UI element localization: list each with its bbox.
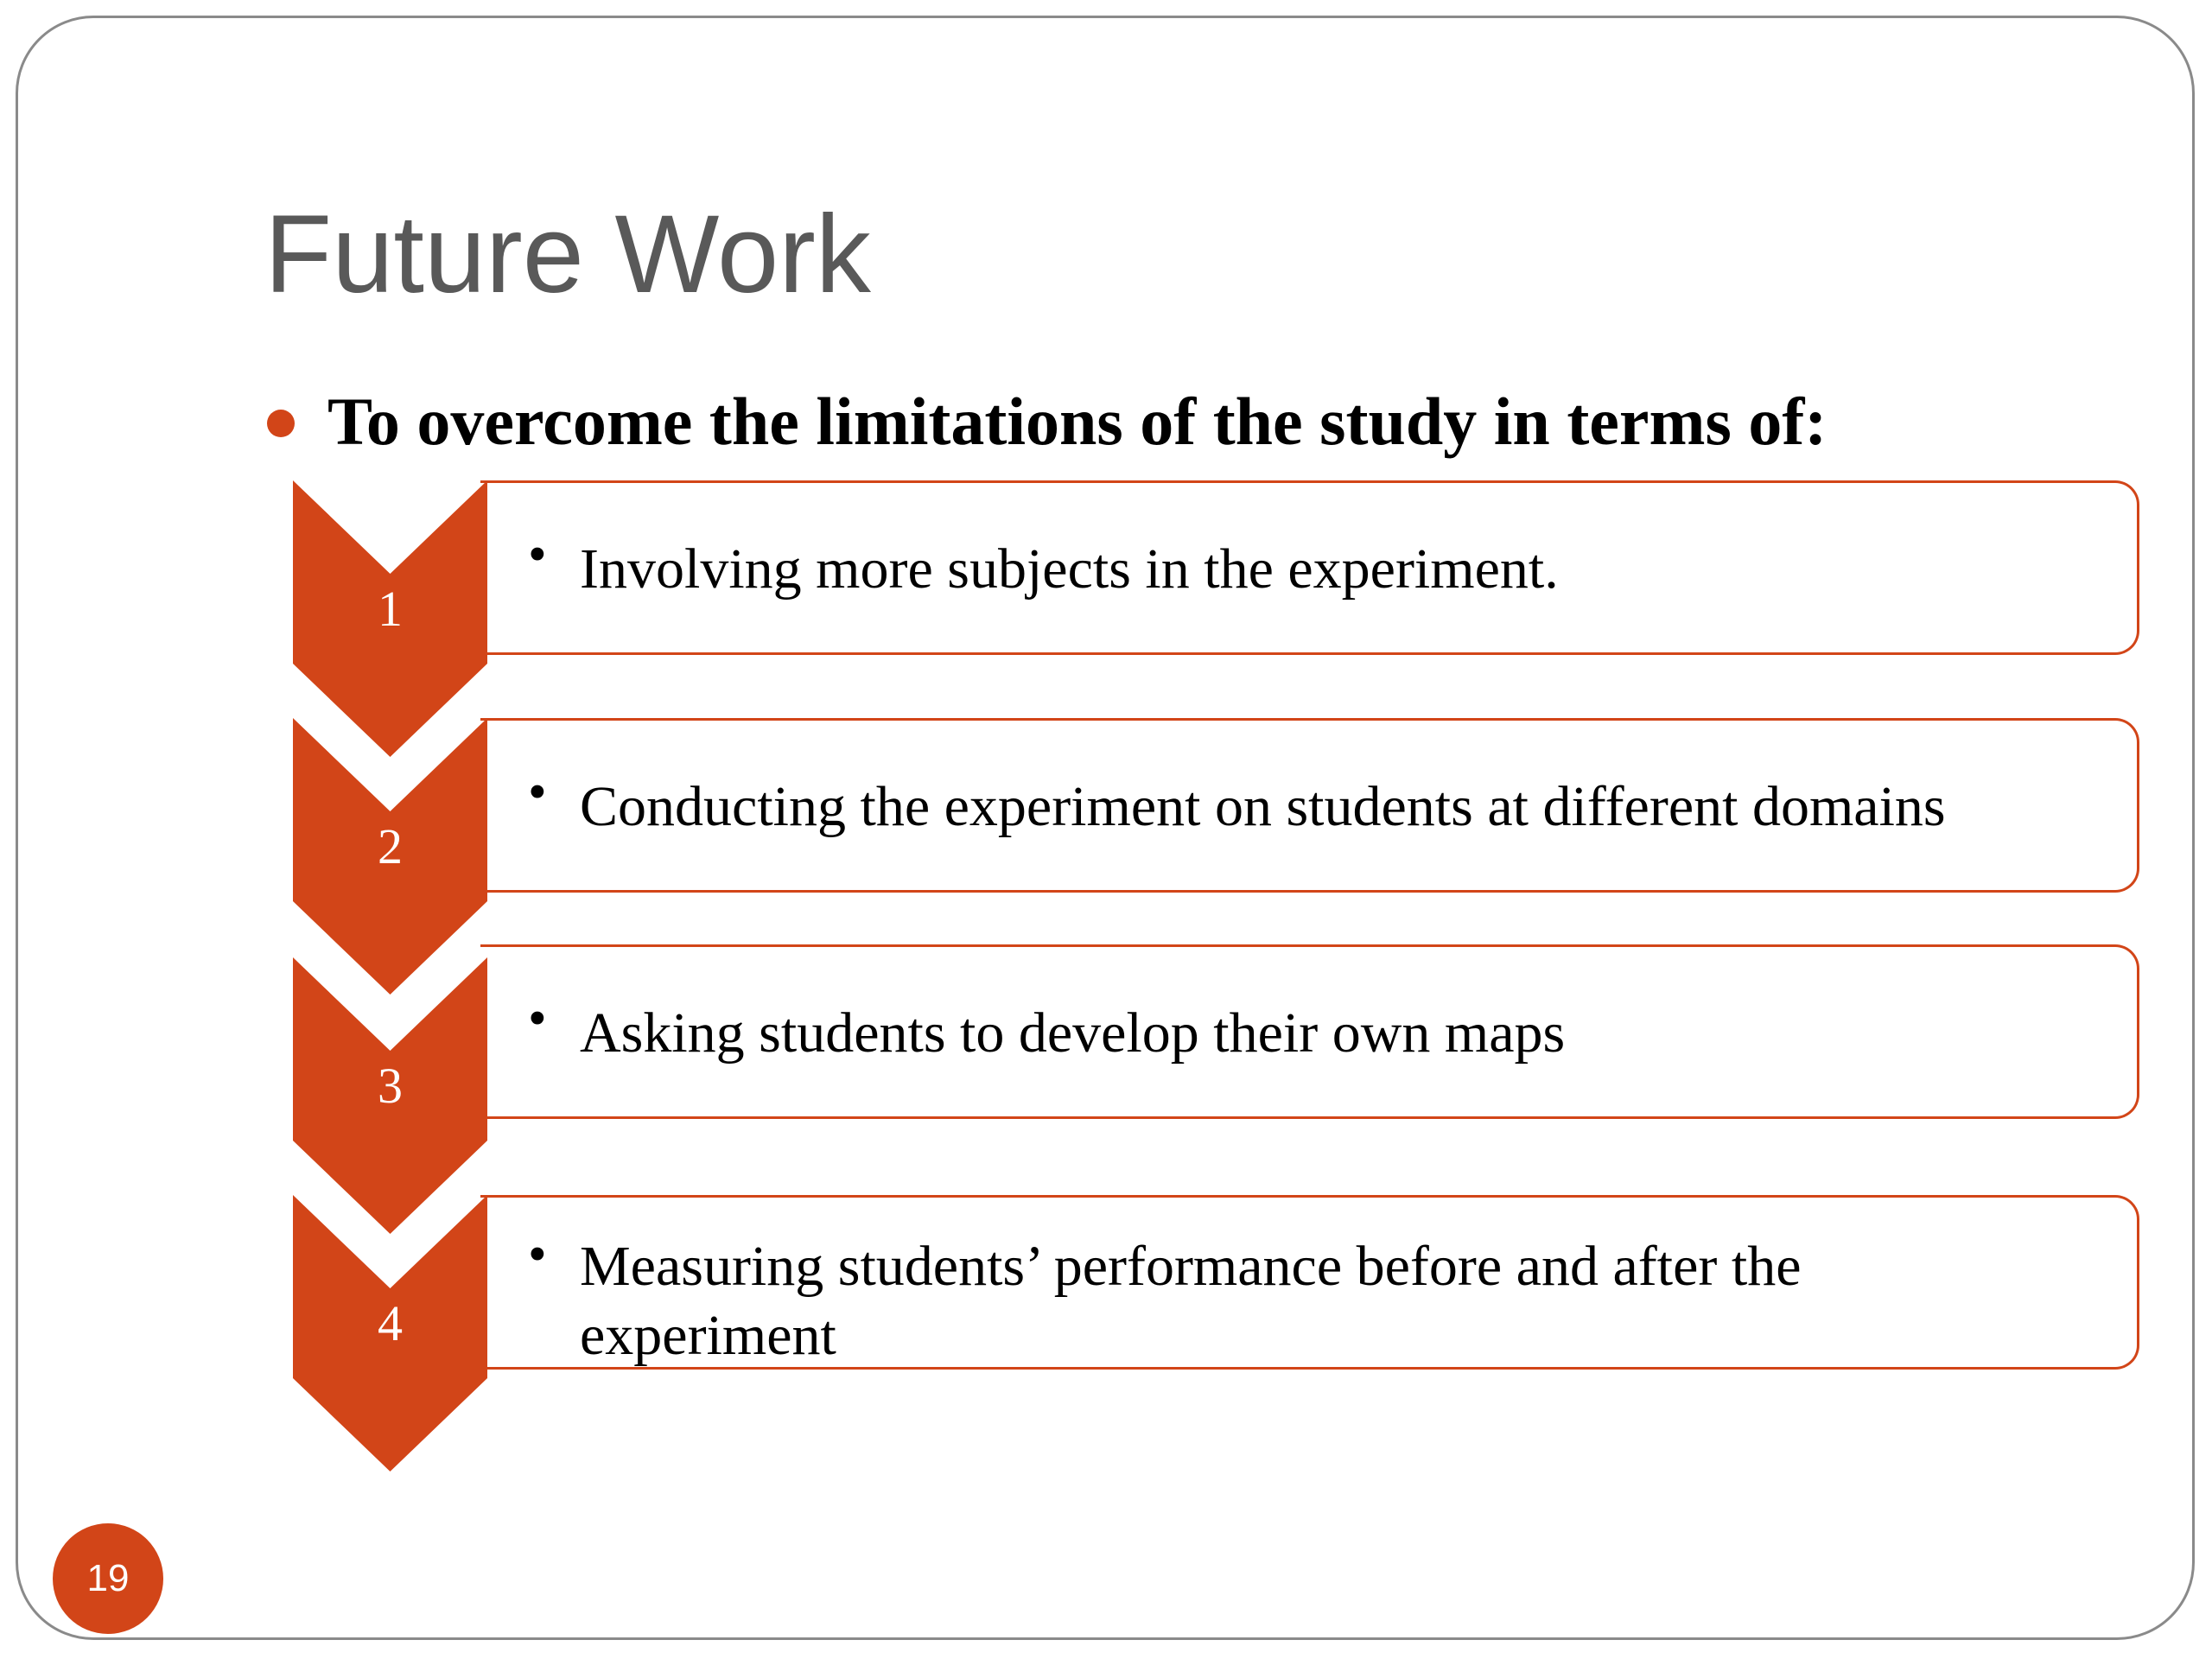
step-1-bullet: • (528, 525, 547, 584)
step-3-box (480, 944, 2139, 1119)
step-2-box (480, 718, 2139, 893)
step-4-text: Measuring students’ performance before and after the experiment (580, 1235, 1802, 1367)
step-1-number: 1 (378, 581, 403, 637)
slide-title: Future Work (264, 193, 871, 316)
step-3-number: 3 (378, 1058, 403, 1114)
step-2-text: Conducting the experiment on students at different domains (580, 775, 1946, 838)
lead-text: To overcome the limitations of the study in terms of: (327, 384, 1827, 459)
step-1-box (480, 480, 2139, 655)
step-3-text: Asking students to develop their own maps (580, 1001, 1566, 1065)
slide-frame (16, 16, 2195, 1640)
step-4-bullet: • (528, 1225, 547, 1284)
slide-number-badge: 19 (53, 1523, 163, 1634)
step-4-box (480, 1195, 2139, 1370)
step-2-bullet: • (528, 763, 547, 822)
step-2-number: 2 (378, 818, 403, 874)
step-4-number: 4 (378, 1295, 403, 1351)
lead-bullet-dot (267, 410, 295, 437)
step-1-text: Involving more subjects in the experiment. (580, 537, 1559, 601)
step-3-bullet: • (528, 989, 547, 1048)
